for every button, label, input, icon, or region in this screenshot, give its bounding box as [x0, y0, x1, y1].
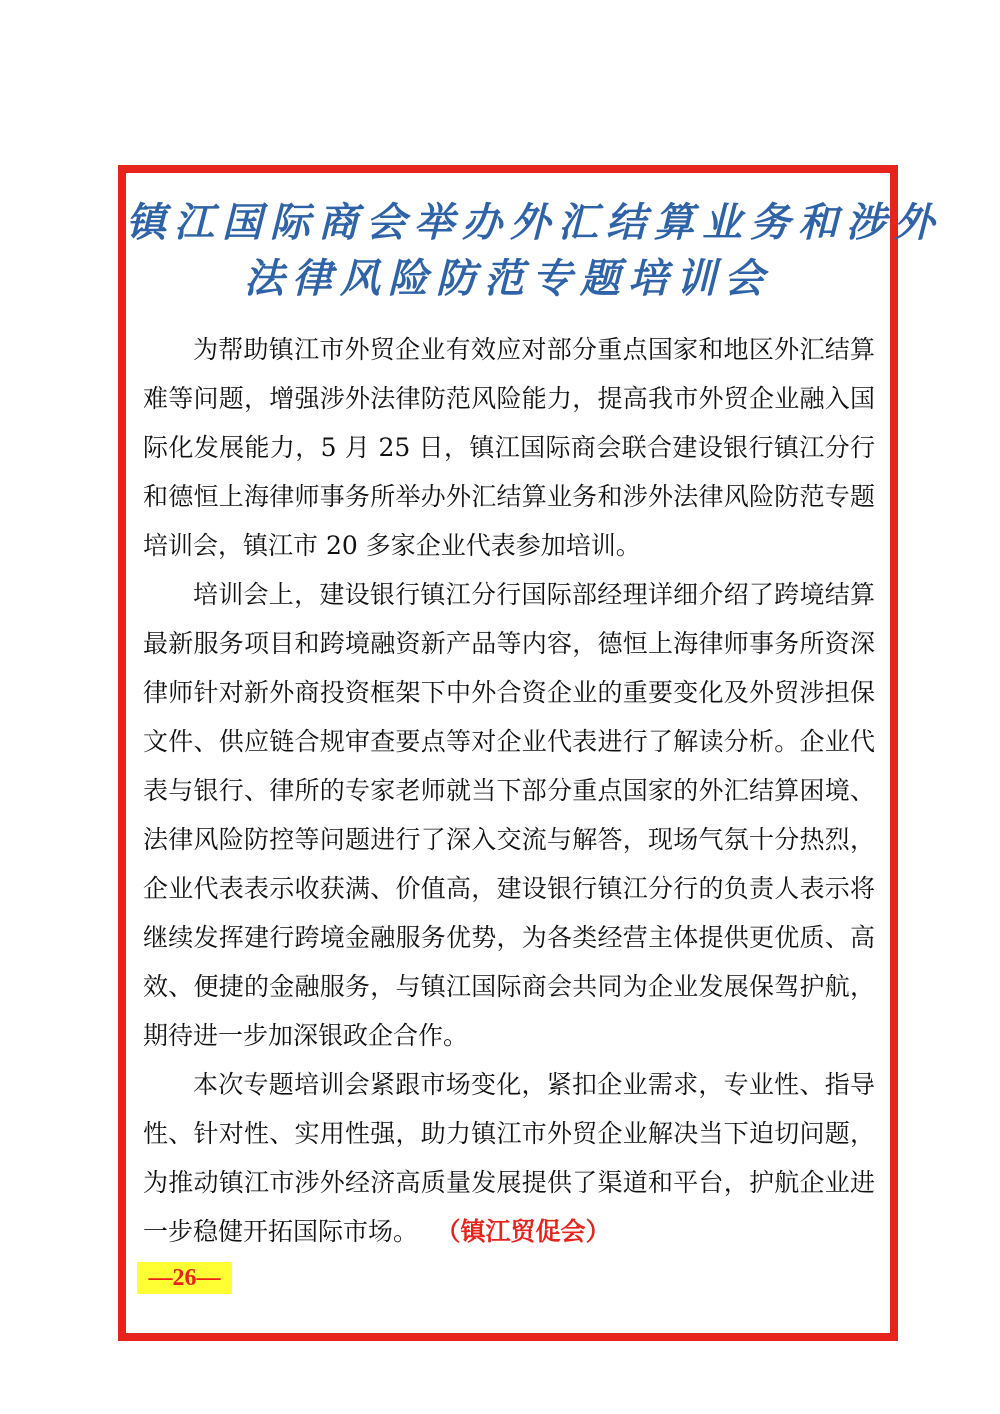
paragraph-1: 为帮助镇江市外贸企业有效应对部分重点国家和地区外汇结算难等问题，增强涉外法律防范风险能力，提高我市外贸企业融入国际化发展能力，5 月 25 日，镇江国际商会联合建设银行镇江分行和德恒上海律师事务所举办外汇结算业务和涉外法律风险防范专题培训会，镇江市 20 多家企业代表参加培训。 — [143, 335, 875, 560]
paragraph-3 — [143, 1060, 875, 1256]
article-frame — [118, 165, 942, 1341]
article-title-line-1: 镇江国际商会举办外汇结算业务和涉外 — [126, 199, 942, 246]
page-number: —26— — [137, 1262, 232, 1294]
article-body — [143, 325, 875, 1256]
paragraph-3-text: 本次专题培训会紧跟市场变化，紧扣企业需求，专业性、指导性、针对性、实用性强，助力镇江市外贸企业解决当下迫切问题，为推动镇江市涉外经济高质量发展提供了渠道和平台，护航企业进一步稳健开拓国际市场。 — [143, 1070, 875, 1246]
article-source: （镇江贸促会） — [448, 1217, 611, 1246]
article-title-line-2: 法律风险防范专题培训会 — [244, 255, 772, 302]
paragraph-2: 培训会上，建设银行镇江分行国际部经理详细介绍了跨境结算最新服务项目和跨境融资新产品等内容，德恒上海律师事务所资深律师针对新外商投资框架下中外合资企业的重要变化及外贸涉担保文件、供应链合规审查要点等对企业代表进行了解读分析。企业代表与银行、律所的专家老师就当下部分重点国家的外汇结算困境、法律风险防控等问题进行了深入交流与解答，现场气氛十分热烈，企业代表表示收获满、价值高，建设银行镇江分行的负责人表示将继续发挥建行跨境金融服务优势，为各类经营主体提供更优质、高效、便捷的金融服务，与镇江国际商会共同为企业发展保驾护航，期待进一步加深银政企合作。 — [143, 580, 875, 1050]
